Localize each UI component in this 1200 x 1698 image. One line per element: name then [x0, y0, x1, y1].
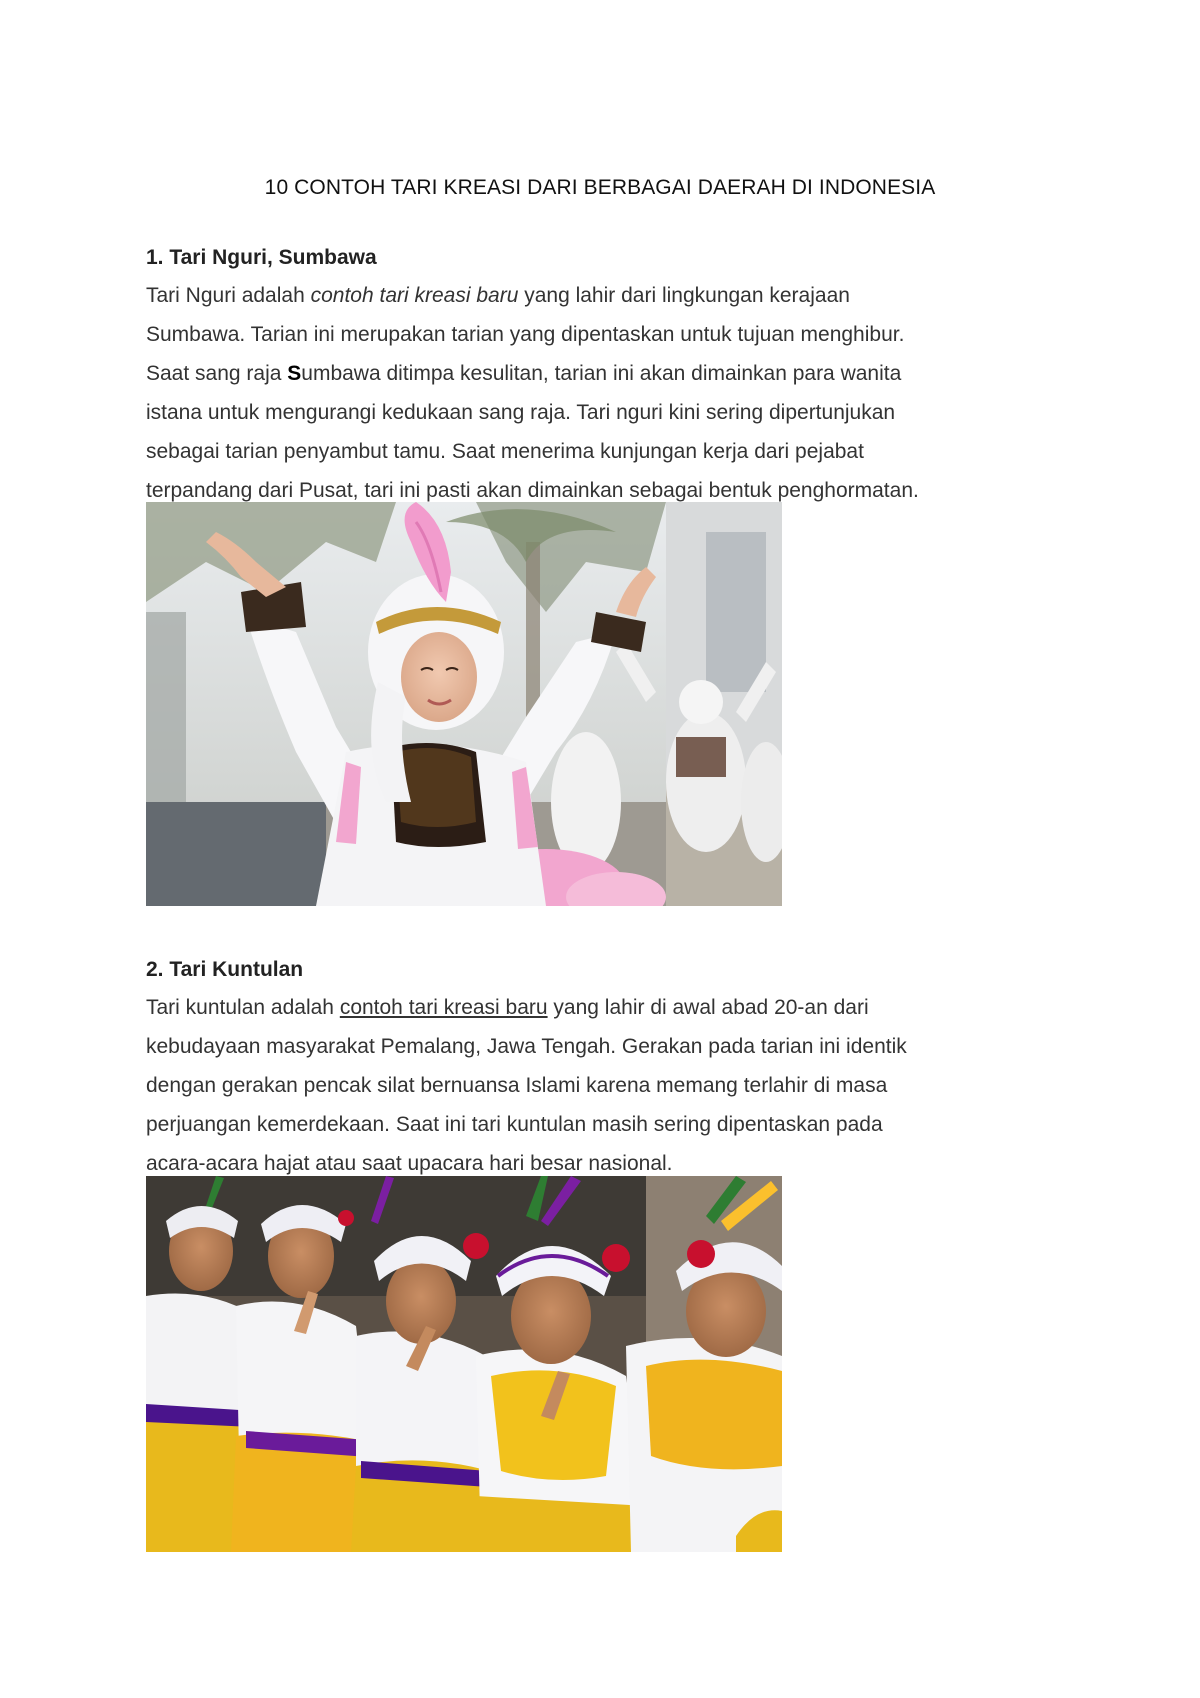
emphasis-text: contoh tari kreasi baru — [310, 284, 519, 307]
body-line: sebagai tarian penyambut tamu. Saat menerima kunjungan kerja dari pejabat — [146, 440, 864, 463]
body-line — [146, 988, 1076, 1027]
body-text: Tari Nguri adalah — [146, 284, 311, 307]
body-line: Sumbawa. Tarian ini merupakan tarian yang dipentaskan untuk tujuan menghibur. — [146, 323, 905, 346]
photo-tari-nguri — [146, 502, 782, 906]
photo-tari-kuntulan — [146, 1176, 782, 1552]
section-body — [146, 988, 1076, 1183]
section-tari-nguri — [146, 240, 1076, 510]
body-line — [146, 276, 1076, 315]
body-line: perjuangan kemerdekaan. Saat ini tari kuntulan masih sering dipentaskan pada — [146, 1113, 883, 1136]
body-line — [146, 354, 1076, 393]
body-text: Saat sang raja — [146, 362, 288, 385]
body-line: dengan gerakan pencak silat bernuansa Islami karena memang terlahir di masa — [146, 1074, 888, 1097]
body-line: acara-acara hajat atau saat upacara hari besar nasional. — [146, 1152, 673, 1175]
dancers-photo-illustration — [146, 1176, 782, 1552]
body-text: yang lahir di awal abad 20-an dari — [547, 996, 869, 1019]
body-line: istana untuk mengurangi kedukaan sang raja. Tari nguri kini sering dipertunjukan — [146, 401, 896, 424]
section-heading: 2. Tari Kuntulan — [146, 958, 304, 981]
body-text: Tari kuntulan adalah — [146, 996, 340, 1019]
body-line: kebudayaan masyarakat Pemalang, Jawa Tengah. Gerakan pada tarian ini identik — [146, 1035, 907, 1058]
underlined-link[interactable]: contoh tari kreasi baru — [339, 996, 548, 1019]
section-heading: 1. Tari Nguri, Sumbawa — [146, 246, 377, 269]
dancer-photo-illustration — [146, 502, 782, 906]
section-body — [146, 276, 1076, 510]
bold-text: S — [287, 362, 302, 385]
body-text: umbawa ditimpa kesulitan, tarian ini akan dimainkan para wanita — [301, 362, 902, 385]
body-text: yang lahir dari lingkungan kerajaan — [518, 284, 850, 307]
body-line: terpandang dari Pusat, tari ini pasti akan dimainkan sebagai bentuk penghormatan. — [146, 479, 919, 502]
section-tari-kuntulan — [146, 952, 1076, 1183]
document-title: 10 CONTOH TARI KREASI DARI BERBAGAI DAERAH DI INDONESIA — [264, 176, 936, 199]
